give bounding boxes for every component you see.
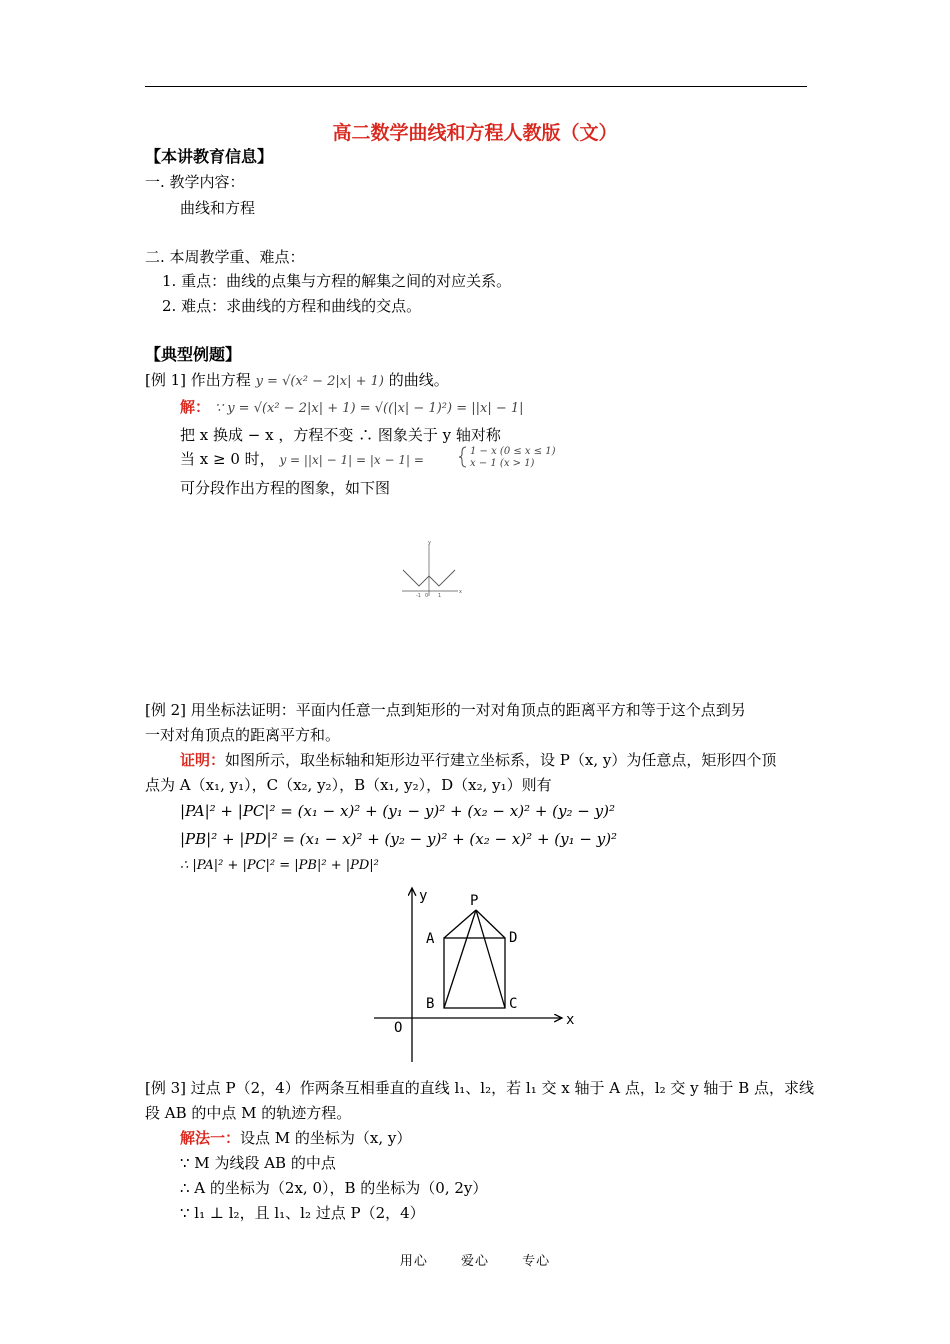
example-1-prefix: [例 1] 作出方程 (145, 371, 251, 389)
footer-word-3: 专心 (522, 1254, 551, 1269)
graph-tick-neg1: -1 (416, 593, 421, 599)
key-point-2: 2. 难点：求曲线的方程和曲线的交点。 (162, 297, 422, 315)
key-point-1: 1. 重点：曲线的点集与方程的解集之间的对应关系。 (162, 272, 512, 290)
example-2-conclusion: ∴ |PA|² + |PC|² = |PB|² + |PD|² (180, 858, 379, 873)
proof-text: 如图所示，取坐标轴和矩形边平行建立坐标系，设 P（x, y）为任意点，矩形四个顶 (225, 751, 777, 769)
footer-word-2: 爱心 (460, 1254, 489, 1269)
method-one-label: 解法一： (180, 1129, 241, 1147)
example-2-equation-1: |PA|² + |PC|² = (x₁ − x)² + (y₁ − y)² + (x₂ − x)² + (y₂ − y)² (180, 802, 615, 820)
section-info-heading: 【本讲教育信息】 (145, 147, 274, 166)
label-O: O (394, 1020, 403, 1036)
solution-equation: ∵ y = √(x² − 2|x| + 1) = √((|x| − 1)²) = ||x| − 1| (214, 401, 524, 416)
example-3-step-2: ∴ A 的坐标为（2x, 0），B 的坐标为（0, 2y） (180, 1179, 488, 1197)
piecewise-condition: 当 x ≥ 0 时， (180, 450, 275, 468)
graph-tick-1: 1 (438, 593, 442, 599)
example-2-line-2: 一对对角顶点的距离平方和。 (145, 726, 341, 744)
label-B: B (426, 996, 435, 1012)
example-2-vertices: 点为 A（x₁, y₁），C（x₂, y₂），B（x₁, y₂），D（x₂, y₁）则有 (145, 776, 552, 794)
example-2-line-1: [例 2] 用坐标法证明：平面内任意一点到矩形的一对对角顶点的距离平方和等于这个点到另 (145, 701, 746, 719)
example-1-equation: y = √(x² − 2|x| + 1) (255, 374, 384, 389)
example-3-step-3: ∵ l₁ ⊥ l₂，且 l₁、l₂ 过点 P（2，4） (180, 1204, 425, 1222)
proof-label: 证明： (180, 751, 226, 769)
label-x: x (566, 1012, 575, 1028)
example-1-symmetry: 把 x 换成 − x ，方程不变 ∴ 图象关于 y 轴对称 (180, 426, 501, 444)
footer-word-1: 用心 (399, 1254, 428, 1269)
example-2-equation-2: |PB|² + |PD|² = (x₁ − x)² + (y₂ − y)² + (x₂ − x)² + (y₁ − y)² (180, 830, 618, 848)
example-1-graph-note: 可分段作出方程的图象，如下图 (180, 479, 391, 497)
example-3-solution (180, 1128, 411, 1148)
method-one-text: 设点 M 的坐标为（x, y） (240, 1129, 412, 1147)
example-1-solution (180, 397, 524, 419)
label-P: P (470, 893, 479, 909)
example-3-line-2: 段 AB 的中点 M 的轨迹方程。 (145, 1104, 352, 1122)
example-3-line-1: [例 3] 过点 P（2，4）作两条互相垂直的直线 l₁、l₂，若 l₁ 交 x 轴于 A 点，l₂ 交 y 轴于 B 点，求线 (145, 1079, 814, 1097)
case-2: x − 1 (x > 1) (470, 458, 535, 469)
label-A: A (426, 931, 435, 947)
key-points-label: 二. 本周教学重、难点： (145, 248, 305, 266)
page-title: 高二数学曲线和方程人教版（文） (332, 122, 618, 144)
graph-y-label: y (428, 540, 431, 546)
piecewise-equation: y = ||x| − 1| = |x − 1| = (279, 453, 424, 467)
graph-tick-0: 0 (425, 593, 429, 599)
teaching-content: 曲线和方程 (180, 199, 256, 217)
case-1: 1 − x (0 ≤ x ≤ 1) (470, 446, 556, 457)
example-2-proof (180, 750, 776, 770)
graph-x-label: x (459, 589, 462, 595)
page-footer (0, 1250, 950, 1269)
header-rule (145, 86, 807, 87)
piecewise-brace (458, 444, 608, 470)
figure-rectangle (444, 938, 505, 1008)
example-1-statement (145, 370, 449, 392)
example-3-step-1: ∵ M 为线段 AB 的中点 (180, 1154, 336, 1172)
example-1-graph (398, 538, 466, 600)
label-y: y (419, 888, 428, 904)
examples-heading: 【典型例题】 (145, 345, 242, 364)
label-D: D (509, 930, 518, 946)
example-1-suffix: 的曲线。 (388, 371, 449, 389)
teaching-content-label: 一. 教学内容： (145, 173, 245, 191)
example-2-figure (370, 882, 590, 1068)
label-C: C (509, 996, 518, 1012)
solution-label: 解： (180, 398, 211, 416)
example-1-piecewise (180, 449, 424, 470)
